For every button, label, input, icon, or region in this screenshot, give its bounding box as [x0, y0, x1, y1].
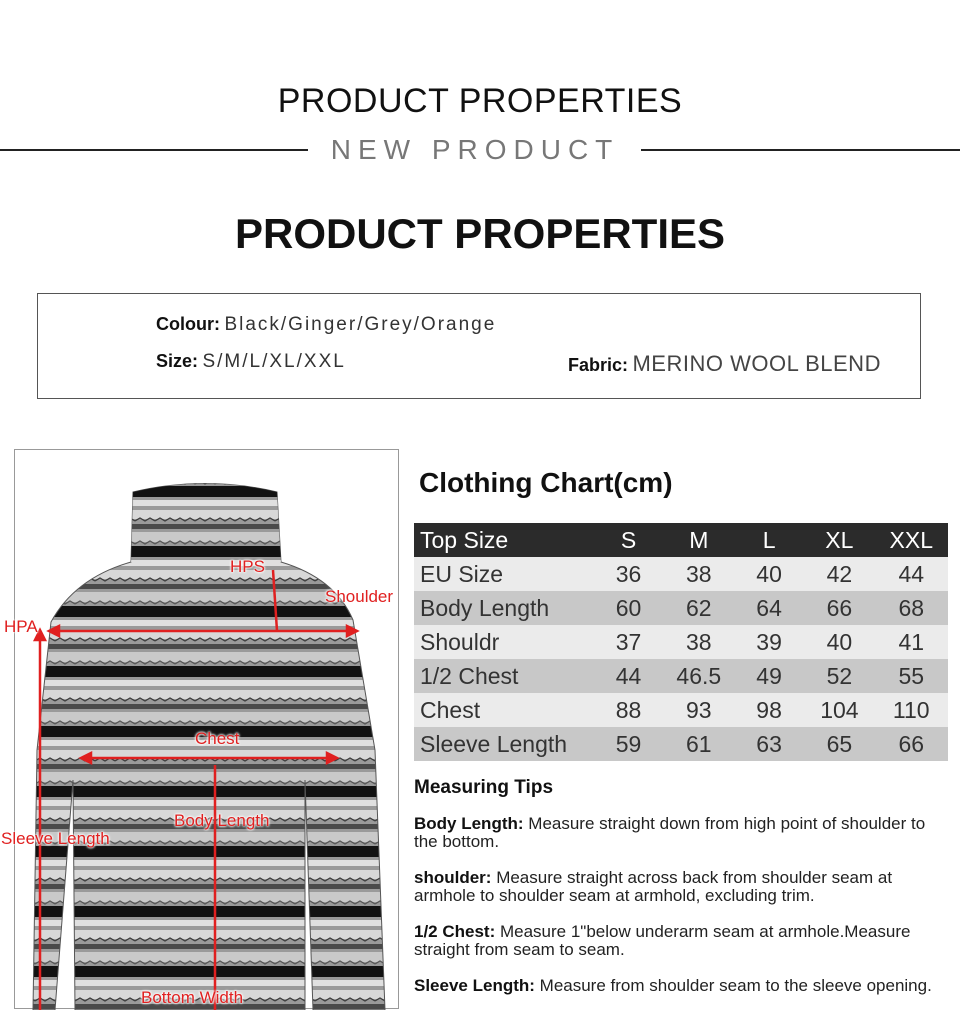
table-cell: 52	[804, 659, 874, 693]
tip-text: Measure straight across back from shoulder seam at armhole to shoulder seam at armhold, excluding trim.	[414, 868, 892, 905]
table-cell: 64	[734, 591, 804, 625]
table-cell: 88	[593, 693, 663, 727]
header-title: PRODUCT PROPERTIES	[0, 82, 960, 121]
table-header-cell: L	[734, 523, 804, 557]
size-label: Size:	[156, 351, 198, 371]
size-row	[156, 351, 346, 373]
table-cell: 66	[804, 591, 874, 625]
label-shoulder: Shoulder	[325, 587, 393, 607]
table-cell: 44	[875, 557, 948, 591]
tip-text: Measure from shoulder seam to the sleeve opening.	[540, 976, 932, 995]
table-cell: 37	[593, 625, 663, 659]
table-row	[414, 659, 948, 693]
tip-sleeve-length	[414, 977, 944, 995]
tip-term: Body Length:	[414, 814, 524, 833]
table-cell: 110	[875, 693, 948, 727]
chart-title: Clothing Chart(cm)	[419, 467, 673, 499]
table-header-cell: S	[593, 523, 663, 557]
label-body-length: Body Length	[174, 811, 269, 831]
table-row-label: Body Length	[414, 591, 593, 625]
table-cell: 38	[664, 557, 734, 591]
label-chest: Chest	[195, 729, 239, 749]
table-cell: 42	[804, 557, 874, 591]
properties-box	[37, 293, 921, 399]
tip-shoulder	[414, 869, 944, 905]
table-cell: 62	[664, 591, 734, 625]
label-sleeve-length: Sleeve Length	[1, 829, 110, 849]
table-cell: 38	[664, 625, 734, 659]
table-cell: 59	[593, 727, 663, 761]
size-chart-table	[414, 523, 948, 761]
table-cell: 98	[734, 693, 804, 727]
fabric-value: MERINO WOOL BLEND	[632, 351, 881, 376]
table-header-cell: M	[664, 523, 734, 557]
table-cell: 44	[593, 659, 663, 693]
table-row	[414, 591, 948, 625]
sweater-measurement-diagram	[14, 449, 399, 1009]
table-cell: 41	[875, 625, 948, 659]
tip-text: Measure straight down from high point of shoulder to the bottom.	[414, 814, 925, 851]
table-header-cell: Top Size	[414, 523, 593, 557]
table-cell: 63	[734, 727, 804, 761]
size-value: S/M/L/XL/XXL	[202, 351, 345, 372]
table-cell: 49	[734, 659, 804, 693]
table-header-cell: XXL	[875, 523, 948, 557]
header-rule-left	[0, 149, 308, 151]
table-cell: 68	[875, 591, 948, 625]
tip-term: 1/2 Chest:	[414, 922, 495, 941]
colour-value: Black/Ginger/Grey/Orange	[224, 314, 496, 335]
tip-body-length	[414, 815, 944, 851]
header-subtitle: NEW PRODUCT	[310, 134, 640, 166]
fabric-label: Fabric:	[568, 355, 628, 375]
header-rule-right	[641, 149, 960, 151]
table-cell: 40	[804, 625, 874, 659]
section-title: PRODUCT PROPERTIES	[0, 210, 960, 258]
table-header-row	[414, 523, 948, 557]
tip-text: Measure 1"below underarm seam at armhole.Measure straight from seam to seam.	[414, 922, 910, 959]
table-row-label: Chest	[414, 693, 593, 727]
table-row-label: Sleeve Length	[414, 727, 593, 761]
tips-heading: Measuring Tips	[414, 777, 553, 799]
table-row-label: 1/2 Chest	[414, 659, 593, 693]
table-cell: 66	[875, 727, 948, 761]
table-cell: 36	[593, 557, 663, 591]
label-hps: HPS	[230, 557, 265, 577]
tip-term: shoulder:	[414, 868, 491, 887]
table-cell: 93	[664, 693, 734, 727]
label-bottom-width: Bottom Width	[141, 988, 243, 1008]
table-cell: 65	[804, 727, 874, 761]
table-row	[414, 557, 948, 591]
colour-label: Colour:	[156, 314, 220, 334]
table-cell: 60	[593, 591, 663, 625]
table-cell: 40	[734, 557, 804, 591]
table-header-cell: XL	[804, 523, 874, 557]
table-cell: 61	[664, 727, 734, 761]
table-row	[414, 693, 948, 727]
colour-row	[156, 314, 496, 336]
table-cell: 39	[734, 625, 804, 659]
table-cell: 46.5	[664, 659, 734, 693]
table-row	[414, 625, 948, 659]
table-row-label: Shouldr	[414, 625, 593, 659]
label-hpa: HPA	[4, 617, 38, 637]
table-cell: 55	[875, 659, 948, 693]
table-row-label: EU Size	[414, 557, 593, 591]
tip-half-chest	[414, 923, 944, 959]
table-cell: 104	[804, 693, 874, 727]
fabric-row	[568, 351, 881, 377]
table-row	[414, 727, 948, 761]
tip-term: Sleeve Length:	[414, 976, 535, 995]
